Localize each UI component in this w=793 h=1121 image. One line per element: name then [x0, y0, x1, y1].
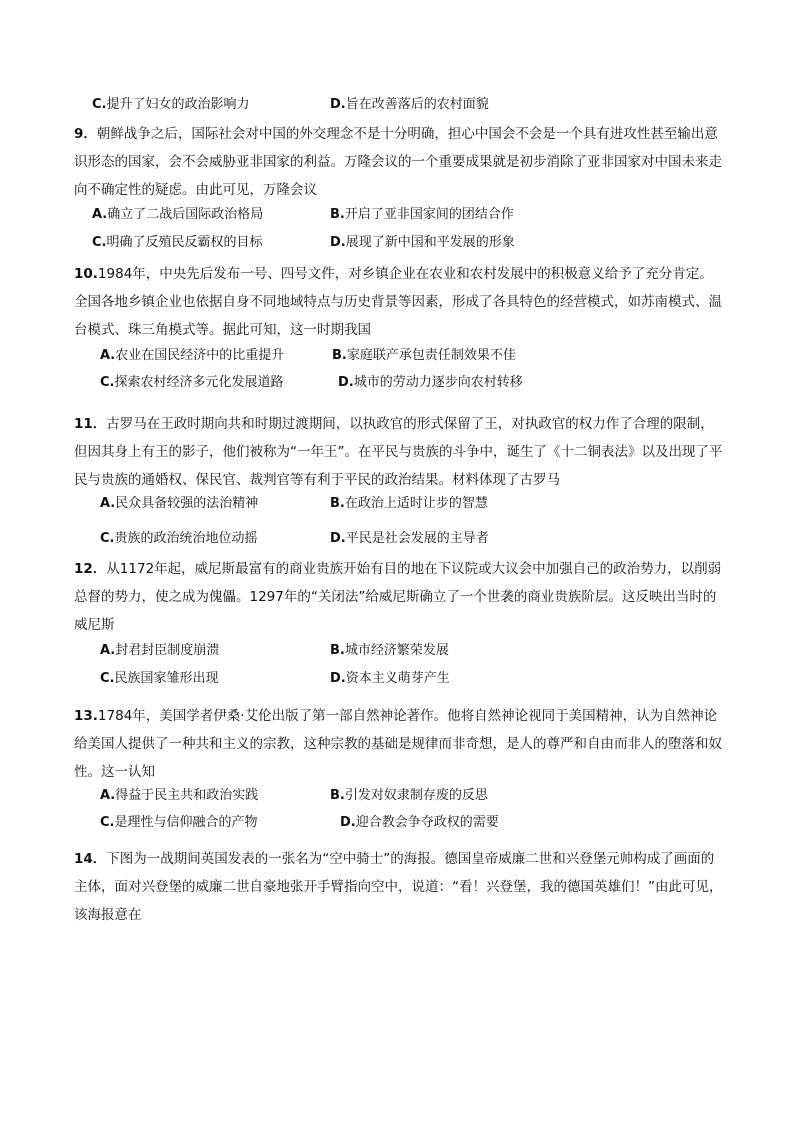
question-stem: 从1172年起，威尼斯最富有的商业贵族开始有目的地在下议院或大议会中加强自己的政治势力，以削弱总督的势力，使之成为傀儡。1297年的“关闭法”给威尼斯确立了一个世袭的商业贵族阶层。这反映出当时的威尼斯	[74, 561, 722, 633]
q11-option-a[interactable]: A.民众具备较强的法治精神	[100, 496, 259, 511]
question-stem: 古罗马在王政时期向共和时期过渡期间，以执政官的形式保留了王，对执政官的权力作了合理的限制，但因其身上有王的影子，他们被称为“一年王”。在平民与贵族的斗争中，诞生了《十二铜表法》以及出现了平民与贵族的通婚权、保民官、裁判官等有利于平民的政治结果。材料体现了古罗马	[74, 416, 723, 488]
q10-option-a[interactable]: A.农业在国民经济中的比重提升	[100, 348, 285, 363]
q9-option-a[interactable]: A.确立了二战后国际政治格局	[92, 207, 264, 222]
q13-option-a[interactable]: A.得益于民主共和政治实践	[100, 788, 259, 803]
question-number: 9．	[74, 126, 97, 142]
question-14	[74, 845, 724, 929]
question-number: 13.	[74, 708, 98, 724]
question-number: 12．	[74, 561, 107, 577]
q12-option-a[interactable]: A.封君封臣制度崩溃	[100, 643, 220, 658]
question-10	[74, 260, 724, 344]
q9-option-d[interactable]: D.展现了新中国和平发展的形象	[330, 235, 515, 250]
q11-option-d[interactable]: D.平民是社会发展的主导者	[330, 531, 489, 546]
q9-option-b[interactable]: B.开启了亚非国家间的团结合作	[330, 207, 514, 222]
q11-option-c[interactable]: C.贵族的政治统治地位动摇	[100, 531, 258, 546]
question-11	[74, 410, 724, 494]
question-stem: 朝鲜战争之后，国际社会对中国的外交理念不是十分明确，担心中国会不会是一个具有进攻性甚至输出意识形态的国家，会不会威胁亚非国家的利益。万隆会议的一个重要成果就是初步消除了亚非国家对中国未来走向不确定性的疑虑。由此可见，万隆会议	[74, 126, 722, 198]
q10-option-d[interactable]: D.城市的劳动力逐步向农村转移	[338, 375, 523, 390]
q8-option-d[interactable]: D.旨在改善落后的农村面貌	[330, 97, 489, 112]
question-12	[74, 555, 724, 639]
q8-option-c[interactable]: C.提升了妇女的政治影响力	[92, 97, 250, 112]
question-9	[74, 120, 724, 204]
q10-option-c[interactable]: C.探索农村经济多元化发展道路	[100, 375, 284, 390]
question-number: 10.	[74, 266, 98, 282]
q11-option-b[interactable]: B.在政治上适时让步的智慧	[330, 496, 488, 511]
question-stem: 1784年，美国学者伊桑·艾伦出版了第一部自然神论著作。他将自然神论视同于美国精神，认为自然神论给美国人提供了一种共和主义的宗教，这种宗教的基础是规律而非奇想，是人的尊严和自由而非人的堕落和奴性。这一认知	[74, 708, 722, 780]
q13-option-d[interactable]: D.迎合教会争夺政权的需要	[340, 815, 499, 830]
question-stem: 下图为一战期间英国发表的一张名为“空中骑士”的海报。德国皇帝威廉二世和兴登堡元帅构成了画面的主体，面对兴登堡的威廉二世自豪地张开手臂指向空中，说道：“看！兴登堡，我的德国英雄们！”由此可见，该海报意在	[74, 851, 723, 923]
question-number: 11．	[74, 416, 107, 432]
q12-option-d[interactable]: D.资本主义萌芽产生	[330, 671, 450, 686]
question-stem: 1984年，中央先后发布一号、四号文件，对乡镇企业在农业和农村发展中的积极意义给予了充分肯定。全国各地乡镇企业也依据自身不同地域特点与历史背景等因素，形成了各具特色的经营模式，如苏南模式、温台模式、珠三角模式等。据此可知，这一时期我国	[74, 266, 722, 338]
q12-option-c[interactable]: C.民族国家雏形出现	[100, 671, 219, 686]
question-13	[74, 702, 724, 786]
q12-option-b[interactable]: B.城市经济繁荣发展	[330, 643, 449, 658]
q9-option-c[interactable]: C.明确了反殖民反霸权的目标	[92, 235, 263, 250]
q13-option-b[interactable]: B.引发对奴隶制存废的反思	[330, 788, 488, 803]
q10-option-b[interactable]: B.家庭联产承包责任制效果不佳	[332, 348, 516, 363]
q13-option-c[interactable]: C.是理性与信仰融合的产物	[100, 815, 258, 830]
question-number: 14．	[74, 851, 107, 867]
